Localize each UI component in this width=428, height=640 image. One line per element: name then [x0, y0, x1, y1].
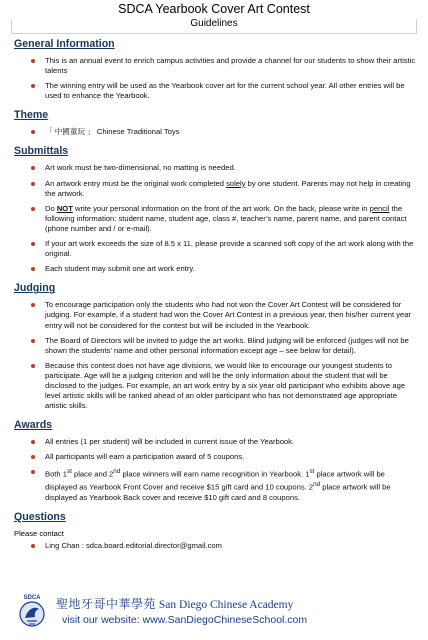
bullet-icon	[31, 470, 35, 474]
list-item	[14, 336, 418, 356]
document-title: SDCA Yearbook Cover Art Contest	[0, 0, 428, 19]
list-item-text-part: place and 2	[71, 469, 114, 479]
document-body	[14, 38, 418, 559]
bullet-icon	[31, 130, 35, 134]
list-item	[14, 127, 418, 137]
list-item-text: Because this contest does not have age divisions, we would like to encourage our youngest students to participate. Age will be a judging criterion and will be the only information about the student that will be disclosed to the judges. For example, an art work entry by a six year old participant who exhibits above age level artistic skills will be ranked ahead of an older participant who has not demonstrated age appropriate artistic skills.	[45, 360, 406, 411]
awards-list	[14, 437, 418, 503]
underlined-word: solely	[226, 178, 246, 188]
underlined-word: NOT	[56, 203, 73, 213]
awards-heading: Awards	[14, 419, 53, 432]
bullet-icon	[31, 455, 35, 459]
list-item-text-part: by one student. Parents may not help in creating the artwork.	[45, 178, 411, 198]
theme-list	[14, 127, 418, 137]
list-item-text: The Board of Directors will be invited to judge the art works. Blind judging will be enforced (judges will not be shown the students’ name and other personal information except age – see below for detail).	[45, 335, 409, 355]
list-item-text: All entries (1 per student) will be included in current issue of the Yearbook.	[45, 437, 295, 447]
contact-intro: Please contact	[14, 528, 64, 538]
list-item-text-part: place artwork will be displayed as Yearbook Back cover and receive $10 gift card and 8 coupons.	[45, 482, 391, 502]
list-item-text-part: An artwork entry must be the original work completed	[45, 178, 227, 188]
bullet-icon	[31, 440, 35, 444]
list-item-text-part: Both 1	[45, 469, 67, 479]
list-item-text-part: place artwork will be displayed as Yearbook Front Cover and receive $15 gift card and 10 coupons. 2	[45, 469, 385, 492]
submittals-list	[14, 163, 418, 274]
judging-heading: Judging	[14, 282, 56, 295]
list-item-text: The winning entry will be used as the Yearbook cover art for the current school year. All other entries will be used to enhance the Yearbook.	[45, 81, 405, 101]
school-name-chinese: 聖地牙哥中華學苑	[56, 597, 157, 611]
questions-heading: Questions	[14, 510, 66, 523]
document-subtitle: Guidelines	[190, 18, 238, 29]
list-item	[14, 361, 418, 411]
list-item-text: Art work must be two-dimensional, no matting is needed.	[45, 163, 236, 173]
list-item	[14, 56, 418, 76]
list-item-text: This is an annual event to enrich campus activities and provide a channel for our students to show their artistic talents	[45, 56, 416, 76]
list-item	[14, 264, 418, 274]
list-item	[14, 239, 418, 259]
website-link[interactable]: www.SanDiegoChineseSchool.com	[142, 614, 308, 626]
list-item-text-part: place winners will earn name recognition in Yearbook. 1	[120, 469, 310, 479]
list-item	[14, 81, 418, 101]
bullet-icon	[31, 59, 35, 63]
list-item	[14, 467, 418, 502]
bullet-icon	[31, 84, 35, 88]
website-line	[62, 614, 307, 626]
list-item-text-part: Do	[45, 203, 57, 213]
website-label: visit our website:	[62, 614, 143, 626]
list-item-text: 「 中國童玩 」 Chinese Traditional Toys	[45, 127, 180, 137]
ordinal-suffix: st	[66, 468, 72, 476]
bullet-icon	[31, 364, 35, 368]
bullet-icon	[31, 544, 35, 548]
list-item-text: If your art work exceeds the size of 8.5 x 11, please provide a scanned soft copy of the art work along with the original.	[45, 239, 414, 259]
ordinal-suffix: nd	[113, 468, 121, 476]
school-name	[56, 595, 293, 612]
general-information-heading: General Information	[14, 38, 115, 50]
submittals-heading: Submittals	[14, 145, 69, 158]
judging-list	[14, 300, 418, 411]
footer	[0, 590, 428, 640]
ordinal-suffix: nd	[313, 481, 321, 489]
school-logo-icon	[15, 592, 49, 630]
list-item	[14, 204, 418, 234]
bullet-icon	[31, 182, 35, 186]
bullet-icon	[31, 303, 35, 307]
list-item-text-part: the following information: student name, student age, class #, teacher’s name, parent name, and parent contact (phone number and / or e-mail).	[45, 203, 407, 233]
bullet-icon	[31, 267, 35, 271]
theme-heading: Theme	[14, 109, 49, 122]
logo-lettering: SDCA	[23, 595, 41, 601]
school-name-english: San Diego Chinese Academy	[158, 599, 294, 611]
list-item	[14, 541, 418, 551]
list-item-text: To encourage participation only the students who had not won the Cover Art Contest will be considered for judging. For example, if a student had won the Cover Art Contest in a previous year, then his/her current year entry will not be considered for the contest but will be included in the Yearbook.	[45, 300, 411, 330]
list-item	[14, 163, 418, 173]
bullet-icon	[31, 207, 35, 211]
ordinal-suffix: st	[309, 468, 315, 476]
list-item	[14, 179, 418, 199]
list-item	[14, 300, 418, 330]
contact-email[interactable]: Ling Chan : sdca.board.editorial.director@gmail.com	[45, 540, 222, 550]
bullet-icon	[31, 166, 35, 170]
questions-list	[14, 541, 418, 551]
list-item-text: All participants will earn a participation award of 5 coupons.	[45, 452, 245, 462]
list-item	[14, 452, 418, 462]
underlined-word: pencil	[369, 203, 390, 213]
bullet-icon	[31, 339, 35, 343]
bullet-icon	[31, 242, 35, 246]
list-item	[14, 437, 418, 447]
list-item-text-part: write your personal information on the front of the art work. On the back, please write in	[72, 203, 370, 213]
general-information-list	[14, 56, 418, 101]
list-item-text: Each student may submit one art work entry.	[45, 264, 195, 274]
